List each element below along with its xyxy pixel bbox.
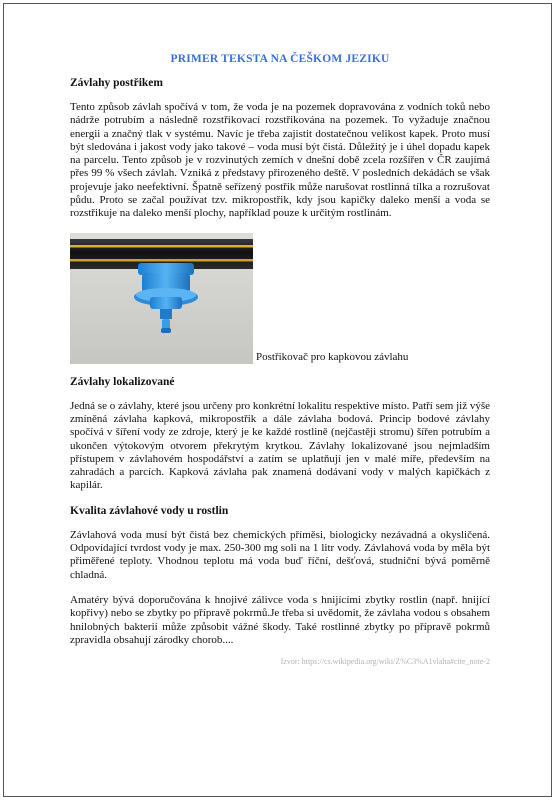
section-paragraph: Závlahová voda musí být čistá bez chemických příměsi, biologicky nezávadná a okysličená. Odpovídající tvrdost vody je max. 250-300 mg soli na 1 litr vody. Závlahová voda by měla být přiměřené teploty. Vhodnou teplotu má voda buď říční, dešťová, studniční bývá poměrně chladná. (70, 528, 490, 581)
section-paragraph: Amatéry bývá doporučována k hnojivé zálivce voda s hnijícími zbytky rostlin (např. hnijící kopřivy) nebo se zbytky po přípravě pokrmů.Je třeba si uvědomit, že závlaha vodou s obsahem hnilobných bakterií může způsobit vážné škody. Také rostlinné zbytky po přípravě pokrmů zpravidla obsahují zárodky chorob.... (70, 593, 490, 646)
figure-caption: Postřikovač pro kapkovou závlahu (256, 350, 409, 363)
section-heading-localized-irrigation: Závlahy lokalizované (70, 375, 175, 388)
document-title: PRIMER TEKSTA NA ČEŠKOM JEZIKU (170, 53, 390, 65)
section-heading-water-quality: Kvalita závlahové vody u rostlin (70, 504, 229, 517)
section-paragraph: Tento způsob závlah spočívá v tom, že voda je na pozemek dopravována z vodních toků nebo nádrže potrubím a následně rozstřikovací rozstřikována na pozemek. To vyžaduje značnou energii a značný tlak v systému. Navíc je třeba zajistit dostatečnou velikost kapek. Proto musí být sledována i jakost vody jako takové – voda musí být čistá. Důležitý je i úhel dopadu kapek na parcelu. Tento způsob je v rozvinutých zemích v dnešní době zcela rozšířen v ČR zaujímá přes 99 % všech závlah. Vzniká z představy přirozeného deště. V posledních dekádách se však projevuje jako neefektivní. Špatně seřízený postřik může narušovat rostlinná tílka a rozrušovat půdu. Proto se začal používat tzv. mikropostřik, kdy jsou kapičky daleko menší a voda se rozstřikuje na daleko menší plochy, například pouze k určitým rostlinám. (70, 101, 490, 220)
source-citation: Izvor: https://cs.wikipedia.org/wiki/Z%C3%A1vlaha#cite_note-2 (280, 657, 490, 667)
document-content (70, 53, 490, 666)
section-heading-sprinkler-irrigation: Závlahy postřikem (70, 77, 163, 89)
drip-sprinkler-photo (70, 233, 253, 364)
figure-sprinkler (70, 233, 490, 364)
document-page (3, 3, 552, 797)
section-paragraph: Jedná se o závlahy, které jsou určeny pro konkrétní lokalitu respektive místo. Patří sem již výše zmíněná závlaha kapková, mikropostřik a dále závlaha bodová. Princip bodové závlahy spočívá v šíření vody ze zdroje, který je ke každé rostlině (nejčastěji stromu) šířen potrubím a ukončen výtokovým otvorem překrytým krytkou. Závlahy lokalizované jsou nejmladším přístupem v závlahovém hospodářství a zatím se uplatňují jen v malé míře, především na zahradách a parcích. Kapková závlaha pak znamená dodávaní vody v malých kapičkách z kapilár. (70, 399, 490, 492)
